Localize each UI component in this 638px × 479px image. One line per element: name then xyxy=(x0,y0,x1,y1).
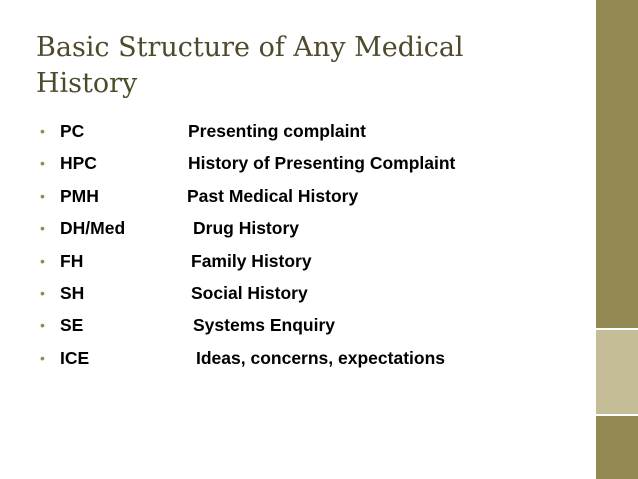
item-meaning: History of Presenting Complaint xyxy=(188,153,456,174)
bullet-icon: • xyxy=(40,317,45,334)
side-bar-middle-segment xyxy=(596,330,638,416)
bullet-icon: • xyxy=(40,220,45,237)
bullet-icon: • xyxy=(40,155,45,172)
item-abbreviation: FH xyxy=(60,250,84,271)
bullet-icon: • xyxy=(40,284,45,301)
item-abbreviation: HPC xyxy=(60,153,97,174)
item-meaning: Drug History xyxy=(193,218,299,239)
item-abbreviation: SE xyxy=(60,315,84,336)
item-meaning: Past Medical History xyxy=(187,185,359,206)
item-meaning: Ideas, concerns, expectations xyxy=(196,347,445,368)
bullet-icon: • xyxy=(40,187,45,204)
item-abbreviation: ICE xyxy=(60,347,90,368)
item-abbreviation: SH xyxy=(60,282,85,303)
bullet-icon: • xyxy=(40,349,45,366)
bullet-icon: • xyxy=(40,252,45,269)
item-meaning: Social History xyxy=(191,282,308,303)
side-bar-top-segment xyxy=(596,0,638,330)
decorative-side-bar xyxy=(596,0,638,479)
item-abbreviation: DH/Med xyxy=(60,218,126,239)
item-meaning: Systems Enquiry xyxy=(193,315,335,336)
item-meaning: Presenting complaint xyxy=(188,121,366,141)
item-abbreviation: PC xyxy=(60,121,85,141)
bullet-icon: • xyxy=(40,123,45,139)
item-meaning: Family History xyxy=(191,250,312,271)
side-bar-bottom-segment xyxy=(596,416,638,479)
slide-title: Basic Structure of Any Medical History xyxy=(36,32,464,99)
item-abbreviation: PMH xyxy=(60,185,99,206)
